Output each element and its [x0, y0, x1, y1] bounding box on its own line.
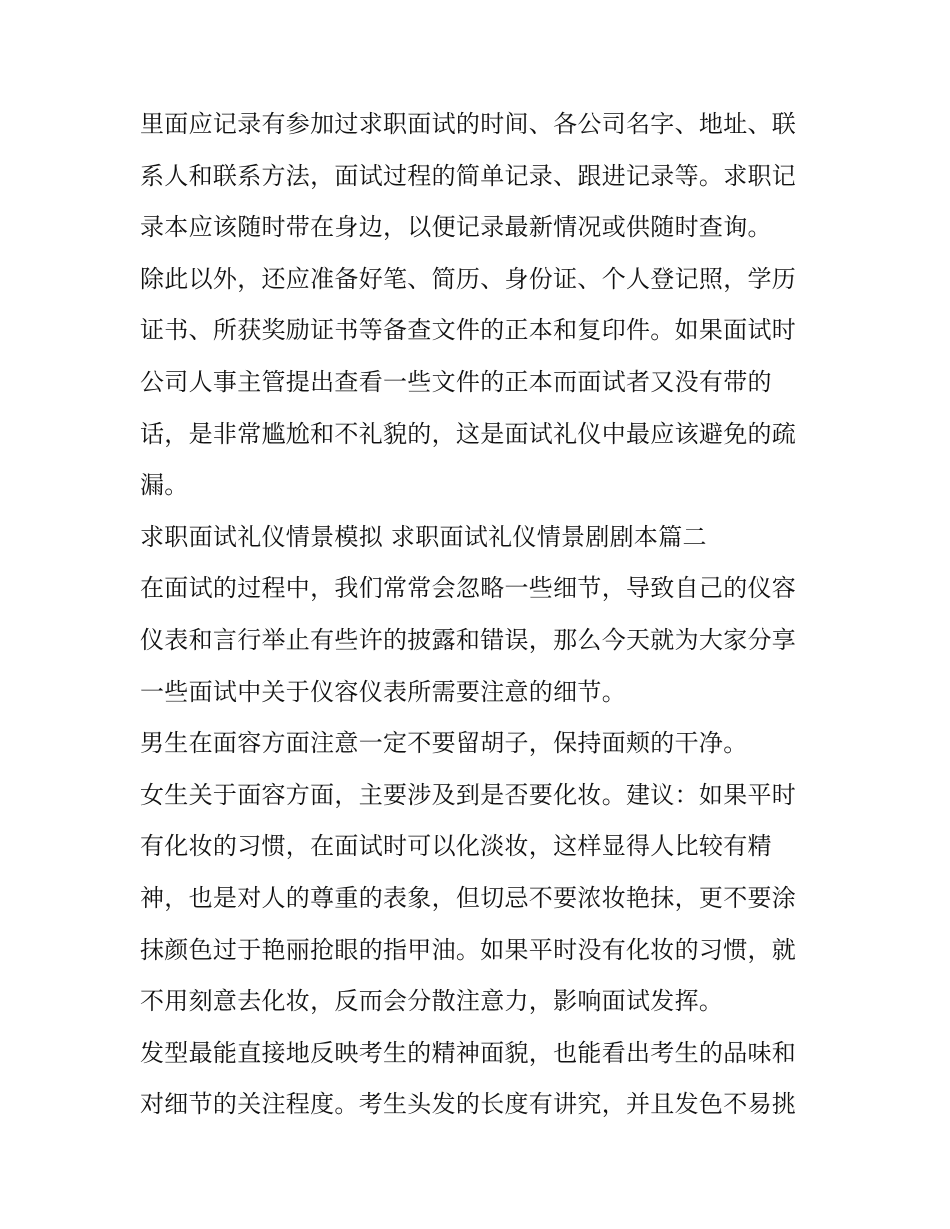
text-line: 里面应记录有参加过求职面试的时间、各公司名字、地址、联: [140, 110, 797, 138]
text-line: 神，也是对人的尊重的表象，但切忌不要浓妆艳抹，更不要涂: [140, 883, 797, 912]
text-line: 除此以外，还应准备好笔、简历、身份证、个人登记照，学历: [140, 264, 797, 293]
text-line: 有化妆的习惯，在面试时可以化淡妆，这样显得人比较有精: [140, 832, 772, 861]
text-line: 一些面试中关于仪容仪表所需要注意的细节。: [140, 677, 626, 706]
text-line: 证书、所获奖励证书等备查文件的正本和复印件。如果面试时: [140, 316, 797, 345]
text-line: 在面试的过程中，我们常常会忽略一些细节，导致自己的仪容: [140, 574, 797, 603]
text-line: 对细节的关注程度。考生头发的长度有讲究，并且发色不易挑: [140, 1090, 797, 1119]
text-line: 录本应该随时带在身边，以便记录最新情况或供随时查询。: [140, 213, 772, 242]
text-line: 话，是非常尴尬和不礼貌的，这是面试礼仪中最应该避免的疏: [140, 419, 797, 448]
text-line: 发型最能直接地反映考生的精神面貌，也能看出考生的品味和: [140, 1038, 797, 1067]
text-line: 仪表和言行举止有些许的披露和错误，那么今天就为大家分享: [140, 625, 797, 654]
text-line: 公司人事主管提出查看一些文件的正本而面试者又没有带的: [140, 367, 772, 396]
text-line: 漏。: [140, 471, 189, 500]
text-line: 男生在面容方面注意一定不要留胡子，保持面颊的干净。: [140, 729, 748, 758]
section-heading: 求职面试礼仪情景模拟 求职面试礼仪情景剧剧本篇二: [140, 522, 707, 551]
text-line: 系人和联系方法，面试过程的简单记录、跟进记录等。求职记: [140, 161, 797, 190]
document-body: [140, 104, 830, 1136]
text-line: 女生关于面容方面，主要涉及到是否要化妆。建议：如果平时: [140, 780, 797, 809]
text-line: 不用刻意去化妆，反而会分散注意力，影响面试发挥。: [140, 987, 724, 1016]
text-line: 抹颜色过于艳丽抢眼的指甲油。如果平时没有化妆的习惯，就: [140, 935, 797, 964]
